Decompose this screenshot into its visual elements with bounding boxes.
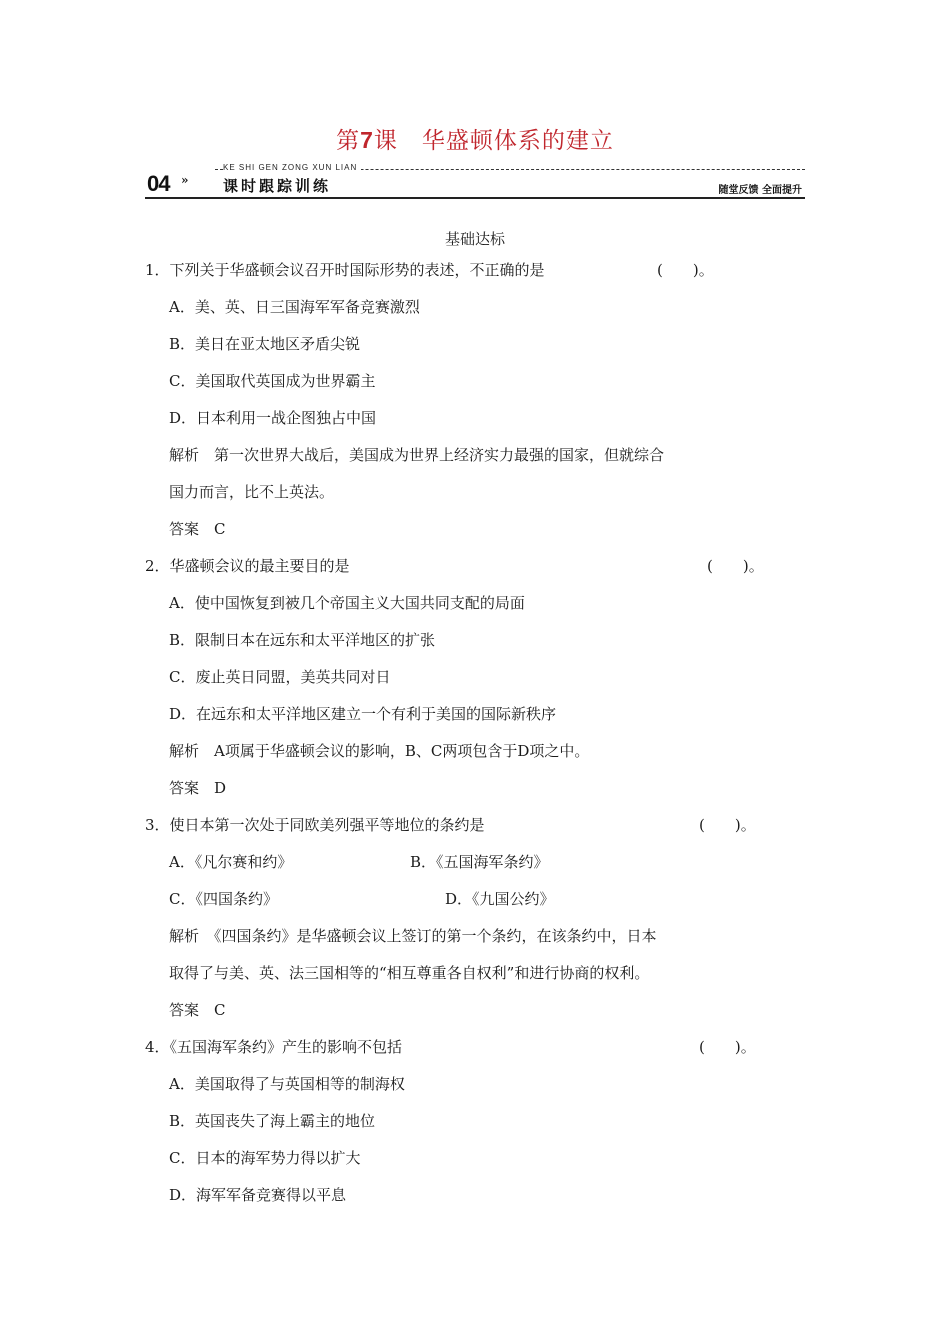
option: C．《四国条约》 (169, 890, 278, 908)
lesson-name: 华盛顿体系的建立 (421, 128, 614, 154)
option: D．《九国公约》 (445, 890, 555, 908)
option: D．日本利用一战企图独占中国 (169, 409, 377, 427)
analysis-text: 取得了与美、英、法三国相等的“相互尊重各自权利”和进行协商的权利。 (169, 964, 650, 982)
answer-text: 答案 C (169, 520, 226, 538)
lesson-title (0, 122, 950, 155)
option-row (145, 887, 785, 924)
section-title: 基础达标 (444, 230, 505, 248)
answer-text: 答案 D (169, 779, 227, 797)
banner-label: 课时跟踪训练 (223, 177, 332, 195)
question-stem (145, 1035, 785, 1072)
answer-blank: ( )。 (657, 261, 714, 279)
question-stem (145, 554, 785, 591)
option: C．废止英日同盟，美英共同对日 (169, 668, 391, 686)
answer-text: 答案 C (169, 1001, 226, 1019)
analysis-text: 解析 A项属于华盛顿会议的影响，B、C两项包含于D项之中。 (169, 742, 590, 760)
option: D．海军军备竞赛得以平息 (169, 1186, 347, 1204)
option: C．美国取代英国成为世界霸主 (169, 372, 376, 390)
section-banner (145, 163, 805, 201)
question-list (145, 258, 785, 1220)
option: A．《凡尔赛和约》 (169, 853, 293, 871)
banner-pinyin: KE SHI GEN ZONG XUN LIAN (223, 163, 361, 172)
analysis-text: 国力而言，比不上英法。 (169, 483, 335, 501)
stem-text: 1．下列关于华盛顿会议召开时国际形势的表述，不正确的是 (145, 261, 545, 279)
banner-number: 04 (147, 171, 170, 196)
analysis-text: 解析 第一次世界大战后，美国成为世界上经济实力最强的国家，但就综合 (169, 446, 665, 464)
answer-blank: ( )。 (699, 816, 756, 834)
option: B．美日在亚太地区矛盾尖锐 (169, 335, 361, 353)
answer-blank: ( )。 (707, 557, 764, 575)
banner-rule (145, 197, 805, 199)
option-row (145, 850, 785, 887)
option: B．《五国海军条约》 (410, 853, 549, 871)
option: B．限制日本在远东和太平洋地区的扩张 (169, 631, 436, 649)
option: A．美、英、日三国海军军备竞赛激烈 (169, 298, 420, 316)
question-stem (145, 258, 785, 295)
stem-text: 2．华盛顿会议的最主要目的是 (145, 557, 350, 575)
stem-text: 4．《五国海军条约》产生的影响不包括 (145, 1038, 403, 1056)
option: B．英国丧失了海上霸主的地位 (169, 1112, 376, 1130)
double-chevron-icon: » (181, 173, 189, 187)
title-suffix: 课 (373, 128, 398, 154)
option: A．美国取得了与英国相等的制海权 (169, 1075, 405, 1093)
banner-tagline: 随堂反馈 全面提升 (718, 185, 802, 196)
title-prefix: 第 (336, 128, 361, 154)
lesson-number: 7 (360, 127, 374, 153)
stem-text: 3．使日本第一次处于同欧美列强平等地位的条约是 (145, 816, 485, 834)
option: C．日本的海军势力得以扩大 (169, 1149, 361, 1167)
option: A．使中国恢复到被几个帝国主义大国共同支配的局面 (169, 594, 525, 612)
question-stem (145, 813, 785, 850)
analysis-text: 解析 《四国条约》是华盛顿会议上签订的第一个条约，在该条约中，日本 (169, 927, 657, 945)
option: D．在远东和太平洋地区建立一个有利于美国的国际新秩序 (169, 705, 557, 723)
answer-blank: ( )。 (699, 1038, 756, 1056)
